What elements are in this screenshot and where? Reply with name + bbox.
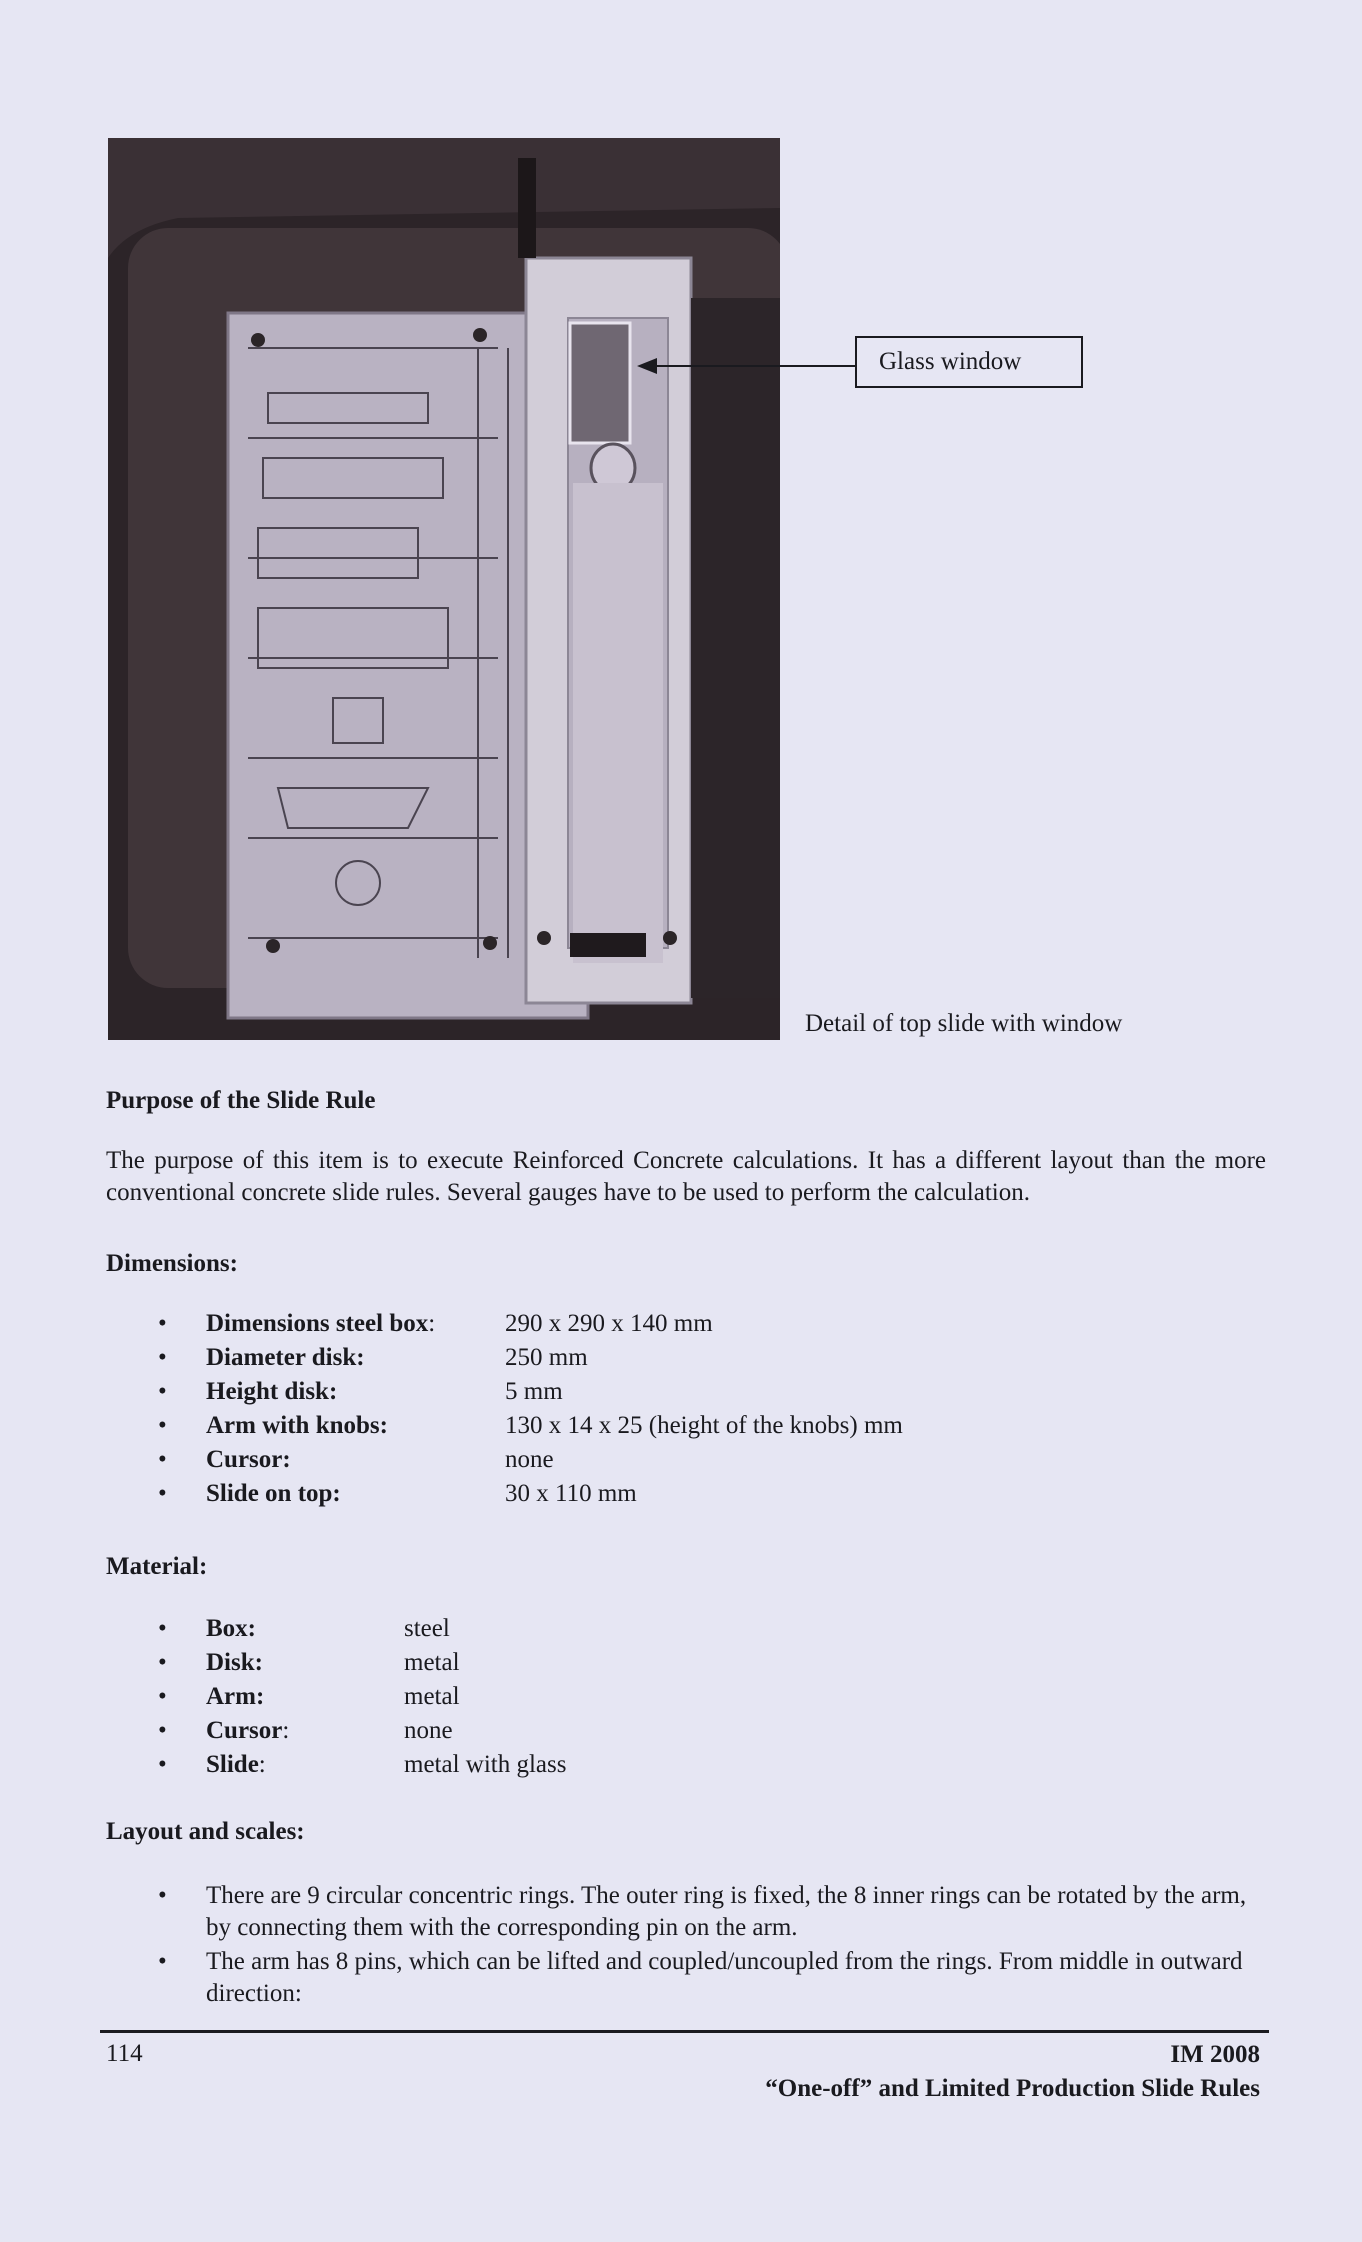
dimensions-heading: Dimensions: <box>106 1250 238 1277</box>
dimension-label: Cursor: <box>206 1446 291 1473</box>
slide-rule-photo <box>108 138 780 1040</box>
dimension-label: Dimensions steel box: <box>206 1310 436 1337</box>
bullet: • <box>158 1882 167 1909</box>
dimension-value: none <box>505 1446 554 1473</box>
material-label: Arm: <box>206 1683 265 1710</box>
list-item <box>106 1946 1266 2010</box>
material-value: metal with glass <box>404 1751 567 1778</box>
list-item-text: The arm has 8 pins, which can be lifted and coupled/uncoupled from the rings. From middle in outward direction: <box>206 1948 1243 2007</box>
dimension-value: 290 x 290 x 140 mm <box>505 1310 713 1337</box>
bullet: • <box>158 1378 167 1405</box>
bullet: • <box>158 1751 167 1778</box>
dimensions-list <box>106 1310 1266 1514</box>
bullet: • <box>158 1683 167 1710</box>
dimension-row <box>106 1480 1266 1514</box>
material-row <box>106 1751 1266 1785</box>
glass-window-callout: Glass window <box>855 336 1083 388</box>
material-label: Box: <box>206 1615 256 1642</box>
purpose-paragraph: The purpose of this item is to execute Reinforced Concrete calculations. It has a different layout than the more conventional concrete slide rules. Several gauges have to be used to perform the calculation. <box>106 1147 1266 1206</box>
dimension-value: 5 mm <box>505 1378 563 1405</box>
list-item <box>106 1880 1266 1944</box>
dimension-value: 130 x 14 x 25 (height of the knobs) mm <box>505 1412 903 1439</box>
dimension-label: Slide on top: <box>206 1480 341 1507</box>
layout-list <box>106 1880 1266 2012</box>
material-value: metal <box>404 1683 460 1710</box>
bullet: • <box>158 1310 167 1337</box>
bullet: • <box>158 1344 167 1371</box>
dimension-row <box>106 1378 1266 1412</box>
layout-heading: Layout and scales: <box>106 1818 305 1845</box>
slide-rule-photo-drawing <box>108 138 780 1040</box>
material-list <box>106 1615 1266 1785</box>
bullet: • <box>158 1615 167 1642</box>
dimension-row <box>106 1412 1266 1446</box>
material-value: steel <box>404 1615 450 1642</box>
material-label: Cursor: <box>206 1717 290 1744</box>
material-heading: Material: <box>106 1553 208 1580</box>
journal-issue: IM 2008 <box>1170 2041 1260 2068</box>
bullet: • <box>158 1446 167 1473</box>
dimension-label: Height disk: <box>206 1378 338 1405</box>
bullet: • <box>158 1717 167 1744</box>
bullet: • <box>158 1948 167 1975</box>
dimension-row <box>106 1310 1266 1344</box>
footer-rule <box>100 2030 1269 2033</box>
material-row <box>106 1683 1266 1717</box>
running-footer <box>765 2038 1260 2106</box>
material-label: Disk: <box>206 1649 263 1676</box>
material-value: metal <box>404 1649 460 1676</box>
dimension-value: 30 x 110 mm <box>505 1480 637 1507</box>
dimension-label: Arm with knobs: <box>206 1412 388 1439</box>
dimension-row <box>106 1446 1266 1480</box>
purpose-heading: Purpose of the Slide Rule <box>106 1087 376 1114</box>
journal-title: “One-off” and Limited Production Slide Rules <box>765 2075 1260 2102</box>
bullet: • <box>158 1412 167 1439</box>
material-row <box>106 1615 1266 1649</box>
bullet: • <box>158 1480 167 1507</box>
material-row <box>106 1717 1266 1751</box>
material-value: none <box>404 1717 453 1744</box>
material-label: Slide: <box>206 1751 266 1778</box>
dimension-row <box>106 1344 1266 1378</box>
bullet: • <box>158 1649 167 1676</box>
callout-arrow-icon <box>637 358 657 374</box>
callout-line <box>655 365 855 367</box>
figure-caption: Detail of top slide with window <box>805 1010 1123 1037</box>
list-item-text: There are 9 circular concentric rings. The outer ring is fixed, the 8 inner rings can be rotated by the arm, by connecting them with the corresponding pin on the arm. <box>206 1882 1247 1941</box>
material-row <box>106 1649 1266 1683</box>
dimension-value: 250 mm <box>505 1344 588 1371</box>
dimension-label: Diameter disk: <box>206 1344 365 1371</box>
page-number: 114 <box>106 2040 143 2067</box>
